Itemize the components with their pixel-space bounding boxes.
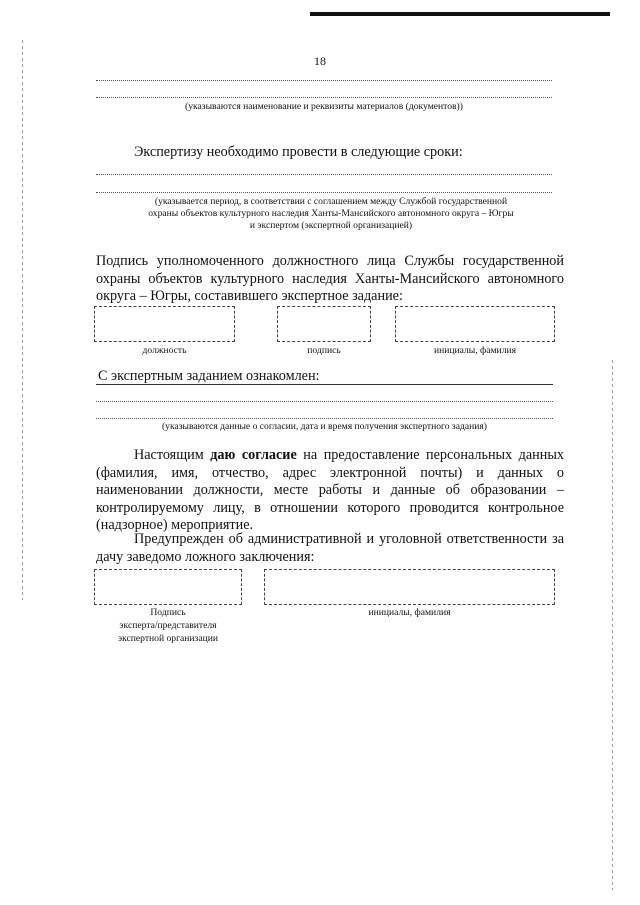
acquainted-heading: С экспертным заданием ознакомлен:	[98, 368, 320, 384]
signature-caption: подпись	[307, 345, 341, 356]
consent-start: Настоящим	[134, 447, 211, 463]
consent-rest: на предоставление персональных данных (фамилия, имя, отчество, адрес электронной почты) и данных о наименовании должности, месте работы и данные об образовании – контролируемому лицу, в отношении которого проводится контрольное (надзорное) мероприятие.	[96, 447, 564, 534]
top-border-line	[310, 12, 610, 16]
position-caption: должность	[142, 345, 187, 356]
signature-intro: Подпись уполномоченного должностного лица Службы государственной охраны объектов культурного наследия Ханты-Мансийского автономного округа – Югры, составившего экспертное задание:	[96, 253, 564, 305]
expert-initials-box[interactable]	[264, 569, 555, 605]
position-box[interactable]	[94, 306, 235, 342]
period-note-line-1: (указывается период, в соответствии с соглашением между Службой государственной	[154, 196, 508, 207]
materials-line-2	[96, 97, 552, 98]
scan-edge-left	[22, 40, 23, 600]
deadline-heading: Экспертизу необходимо провести в следующие сроки:	[134, 144, 463, 160]
signature-box[interactable]	[277, 306, 371, 342]
expert-initials-caption: инициалы, фамилия	[368, 607, 451, 618]
expert-sig-line-1: Подпись	[150, 607, 186, 618]
period-note-line-2: охраны объектов культурного наследия Ханты-Мансийского автономного округа – Югры	[148, 208, 514, 219]
acquainted-line-3	[96, 418, 553, 419]
deadline-line-2	[96, 192, 552, 193]
consent-note: (указываются данные о согласии, дата и время получения экспертного задания)	[161, 421, 487, 432]
expert-signature-box[interactable]	[94, 569, 242, 605]
period-note-line-3: и экспертом (экспертной организацией)	[249, 220, 413, 231]
consent-emphasis: даю согласие	[210, 447, 297, 463]
materials-note: (указываются наименование и реквизиты материалов (документов))	[185, 101, 463, 112]
expert-signature-caption	[94, 606, 242, 645]
initials-caption: инициалы, фамилия	[433, 345, 517, 356]
page-number: 18	[314, 54, 326, 68]
materials-line-1	[96, 80, 552, 81]
expert-sig-line-3: экспертной организации	[117, 633, 219, 644]
deadline-line-1	[96, 174, 552, 175]
consent-paragraph	[96, 447, 564, 535]
expert-sig-line-2: эксперта/представителя	[119, 620, 217, 631]
initials-box[interactable]	[395, 306, 555, 342]
acquainted-line-2	[96, 401, 553, 402]
scan-edge-right	[612, 360, 613, 890]
acquainted-line-1	[96, 384, 553, 385]
period-note	[96, 196, 566, 232]
warning-paragraph: Предупрежден об административной и уголовной ответственности за дачу заведомо ложного заключения:	[96, 531, 564, 565]
